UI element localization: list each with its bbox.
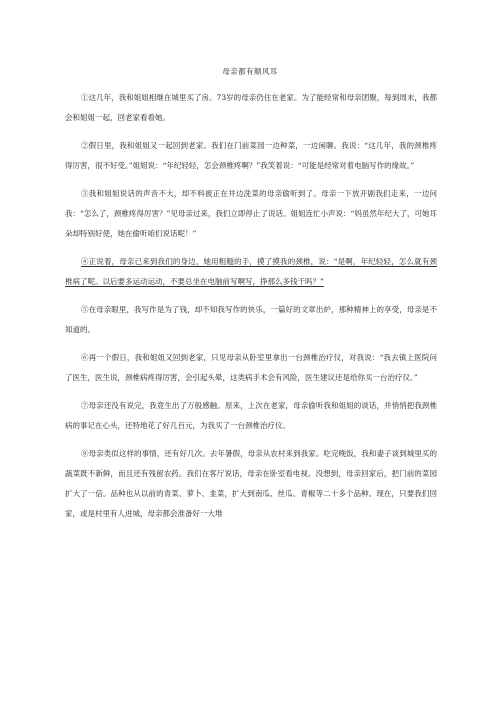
paragraph-3: ③我和姐姐说话的声音不大，却不料被正在井边洗菜的母亲偷听到了。母亲一下放开剧我们走来，一边问我：“怎么了，颈椎疼得厉害？”见母亲过来，我们立即停止了说话。姐姐连忙小声说：“妈虽然年纪大了，可她耳朵却特别好使，她在偷听咱们说话呢！” <box>65 189 437 238</box>
paragraph-4-underlined: ④正说着，母亲已来到我们的身边，她用粗糙的手，摸了摸我的颈椎，说：“是啊，年纪轻轻，怎么就有颈椎病了呢。以后要多运动运动，不要总坐在电脑前写啊写，挣那么多钱干吗？” <box>65 257 437 286</box>
paragraph-2: ②假日里，我和姐姐又一起回到老家。我们在门前菜园一边种菜，一边闲聊。我说：“这几年，我的颈椎疼得厉害，很不好受。”姐姐说：“年纪轻轻，怎会颈椎疼啊？”我笑着说：“可能是经常对着电脑写作的缘故。” <box>65 141 437 170</box>
paragraph-7: ⑦母亲还没有说完，我竟生出了万般感触。原来，上次在老家，母亲偷听我和姐姐的谈话，并悄悄把我颈椎病的事记在心头，还特地花了好几百元，为我买了一台颈椎治疗仪。 <box>65 401 437 430</box>
paragraph-6: ⑥再一个假日，我和姐姐又回到老家，只见母亲从卧室里拿出一台颈椎治疗仪，对我说：“我去镇上医院问了医生，医生说，颈椎病疼得厉害，会引起头晕，这类病手术会有风险，医生建议还是给你买一台治疗仪。” <box>65 353 437 382</box>
document-body <box>65 88 437 532</box>
paragraph-8: ⑧母亲类似这样的事情，还有好几次。去年暑假，母亲从农村来到我家。吃完晚饭，我和妻子谈到城里买的蔬菜既不新鲜，而且还有残留农药。我们在客厅说话，母亲在卧室看电视。没想到，母亲回家后，把门前的菜园扩大了一倍。品种也从以前的青菜、萝卜、韭菜，扩大到南瓜、丝瓜、青椒等二十多个品种。现在，只要我们回家，或是村里有人进城，母亲都会准备好一大堆 <box>65 449 437 518</box>
paragraph-1: ①这几年，我和姐姐相继在城里买了房。73岁的母亲仍住在老家。为了能经常和母亲团聚，每到周末，我都会和姐姐一起，回老家看看她。 <box>65 93 437 122</box>
paragraph-5: ⑤在母亲眼里，我写作是为了钱，却不知我写作的快乐，一篇好的文章出炉，那种精神上的享受，母亲是不知道的。 <box>65 305 437 334</box>
document-title: 母亲都有顺风耳 <box>222 67 278 76</box>
